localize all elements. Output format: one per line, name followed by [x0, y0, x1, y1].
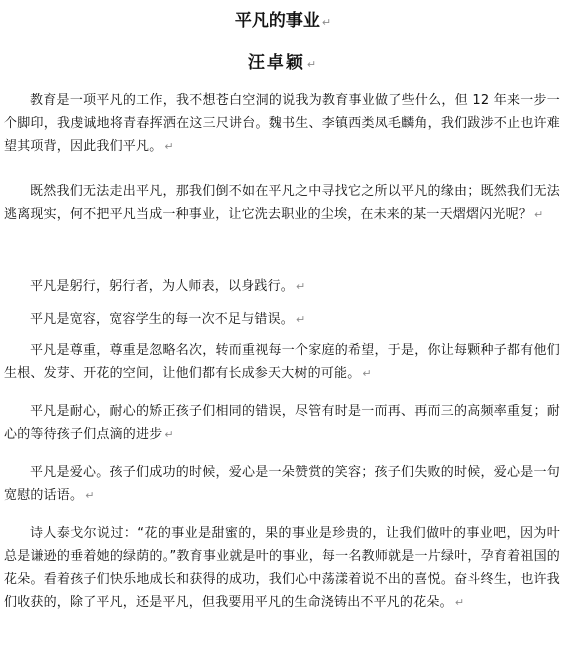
author-line — [0, 52, 566, 76]
paragraph-mark-icon: ↵ — [534, 208, 544, 221]
document-title: 平凡的事业 — [234, 11, 320, 31]
paragraph-text: 教育是一项平凡的工作，我不想苍白空洞的说我为教育事业做了些什么，但 12 年来一步一个脚印，我虔诚地将青春挥洒在这三尺讲台。魏书生、李镇西类凤毛麟角，我们跋涉不止也许难望其项背，因此我们平凡。 — [4, 93, 560, 154]
body-paragraph — [4, 400, 560, 446]
author-name: 汪卓颖 — [247, 53, 305, 73]
paragraph-mark-icon: ↵ — [164, 428, 174, 441]
body-paragraph — [4, 308, 560, 331]
body-paragraph — [4, 89, 560, 158]
paragraph-text: 平凡是尊重，尊重是忽略名次，转而重视每一个家庭的希望，于是，你让每颗种子都有他们生根、发芽、开花的空间，让他们都有长成参天大树的可能。 — [4, 343, 560, 381]
paragraph-mark-icon: ↵ — [85, 489, 95, 502]
body-paragraph — [4, 339, 560, 385]
paragraph-text: 平凡是宽容，宽容学生的每一次不足与错误。 — [30, 312, 295, 327]
paragraph-text: 平凡是爱心。孩子们成功的时候，爱心是一朵赞赏的笑容；孩子们失败的时候，爱心是一句宽慰的话语。 — [4, 465, 560, 503]
body-paragraph — [4, 180, 560, 226]
paragraph-text: 既然我们无法走出平凡，那我们倒不如在平凡之中寻找它之所以平凡的缘由；既然我们无法逃离现实，何不把平凡当成一种事业，让它洗去职业的尘埃，在未来的某一天熠熠闪光呢？ — [4, 184, 560, 222]
paragraph-text: 平凡是躬行，躬行者，为人师表，以身践行。 — [30, 279, 295, 294]
paragraph-mark-icon: ↵ — [164, 140, 174, 153]
paragraph-text: 诗人泰戈尔说过：“花的事业是甜蜜的，果的事业是珍贵的，让我们做叶的事业吧，因为叶总是谦逊的垂着她的绿荫的。”教育事业就是叶的事业，每一名教师就是一片绿叶，孕育着祖国的花朵。看着孩子们快乐地成长和获得的成功，我们心中荡漾着说不出的喜悦。奋斗终生，也许我们收获的，除了平凡，还是平凡，但我要用平凡的生命浇铸出不平凡的花朵。 — [4, 526, 560, 610]
paragraph-mark-icon: ↵ — [321, 16, 332, 29]
body-paragraph — [4, 461, 560, 507]
paragraph-mark-icon: ↵ — [362, 367, 372, 380]
body-paragraph — [4, 275, 560, 298]
paragraph-mark-icon: ↵ — [296, 313, 306, 326]
body-paragraph — [4, 522, 560, 614]
paragraph-mark-icon: ↵ — [454, 596, 465, 609]
paragraph-mark-icon: ↵ — [306, 58, 319, 71]
document-title-line — [0, 10, 566, 34]
paragraph-text: 平凡是耐心，耐心的矫正孩子们相同的错误，尽管有时是一而再、再而三的高频率重复；耐心的等待孩子们点滴的进步 — [4, 404, 560, 442]
paragraph-mark-icon: ↵ — [296, 280, 306, 293]
